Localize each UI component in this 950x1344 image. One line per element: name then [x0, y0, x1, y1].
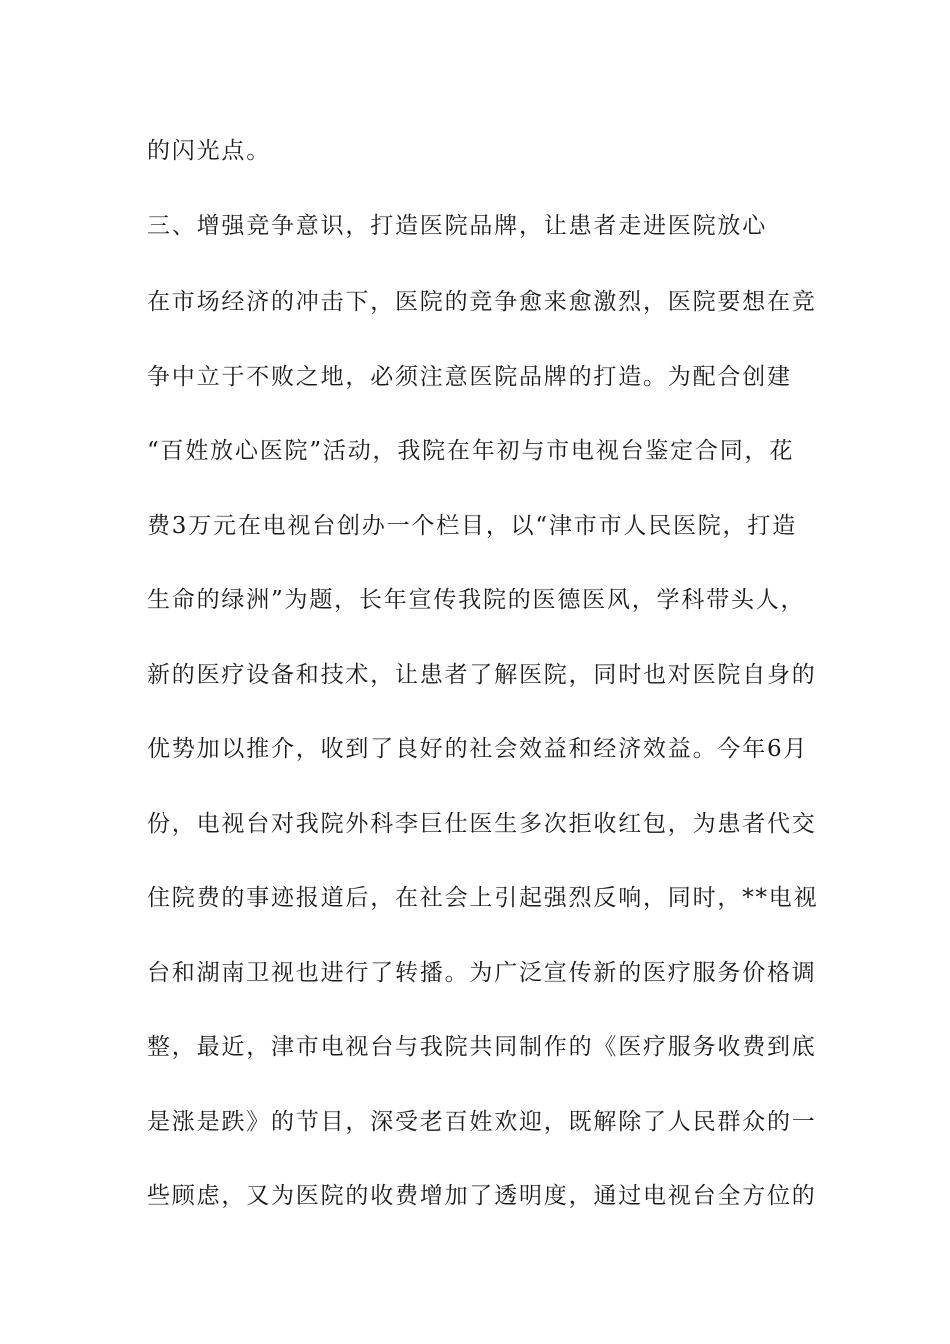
section-heading: 三、增强竞争意识，打造医院品牌，让患者走进医院放心: [147, 213, 767, 239]
text-line-12: 台和湖南卫视也进行了转播。为广泛宣传新的医疗服务价格调: [147, 960, 817, 986]
text-line-9: 优势加以推介，收到了良好的社会效益和经济效益。今年6月: [147, 736, 809, 762]
text-line-11: 住院费的事迹报道后，在社会上引起强烈反响，同时，**电视: [147, 885, 819, 911]
text-line-13: 整，最近，津市电视台与我院共同制作的《医疗服务收费到底: [147, 1034, 817, 1060]
text-line-4: 争中立于不败之地，必须注意医院品牌的打造。为配合创建: [147, 364, 792, 390]
text-line-8: 新的医疗设备和技术，让患者了解医院，同时也对医院自身的: [147, 662, 817, 688]
text-line-10: 份，电视台对我院外科李巨仕医生多次拒收红包，为患者代交: [147, 811, 817, 837]
text-line-14: 是涨是跌》的节目，深受老百姓欢迎，既解除了人民群众的一: [147, 1109, 817, 1135]
text-line-5: “百姓放心医院”活动，我院在年初与市电视台鉴定合同，花: [147, 438, 795, 464]
text-line-7: 生命的绿洲”为题，长年宣传我院的医德医风，学科带头人，: [147, 587, 806, 613]
text-line-6: 费3万元在电视台创办一个栏目，以“津市市人民医院，打造: [147, 513, 797, 539]
text-line-15: 些顾虑，又为医院的收费增加了透明度，通过电视台全方位的: [147, 1183, 817, 1209]
text-line-3: 在市场经济的冲击下，医院的竞争愈来愈激烈，医院要想在竞: [147, 289, 817, 315]
text-line-1: 的闪光点。: [147, 138, 271, 164]
